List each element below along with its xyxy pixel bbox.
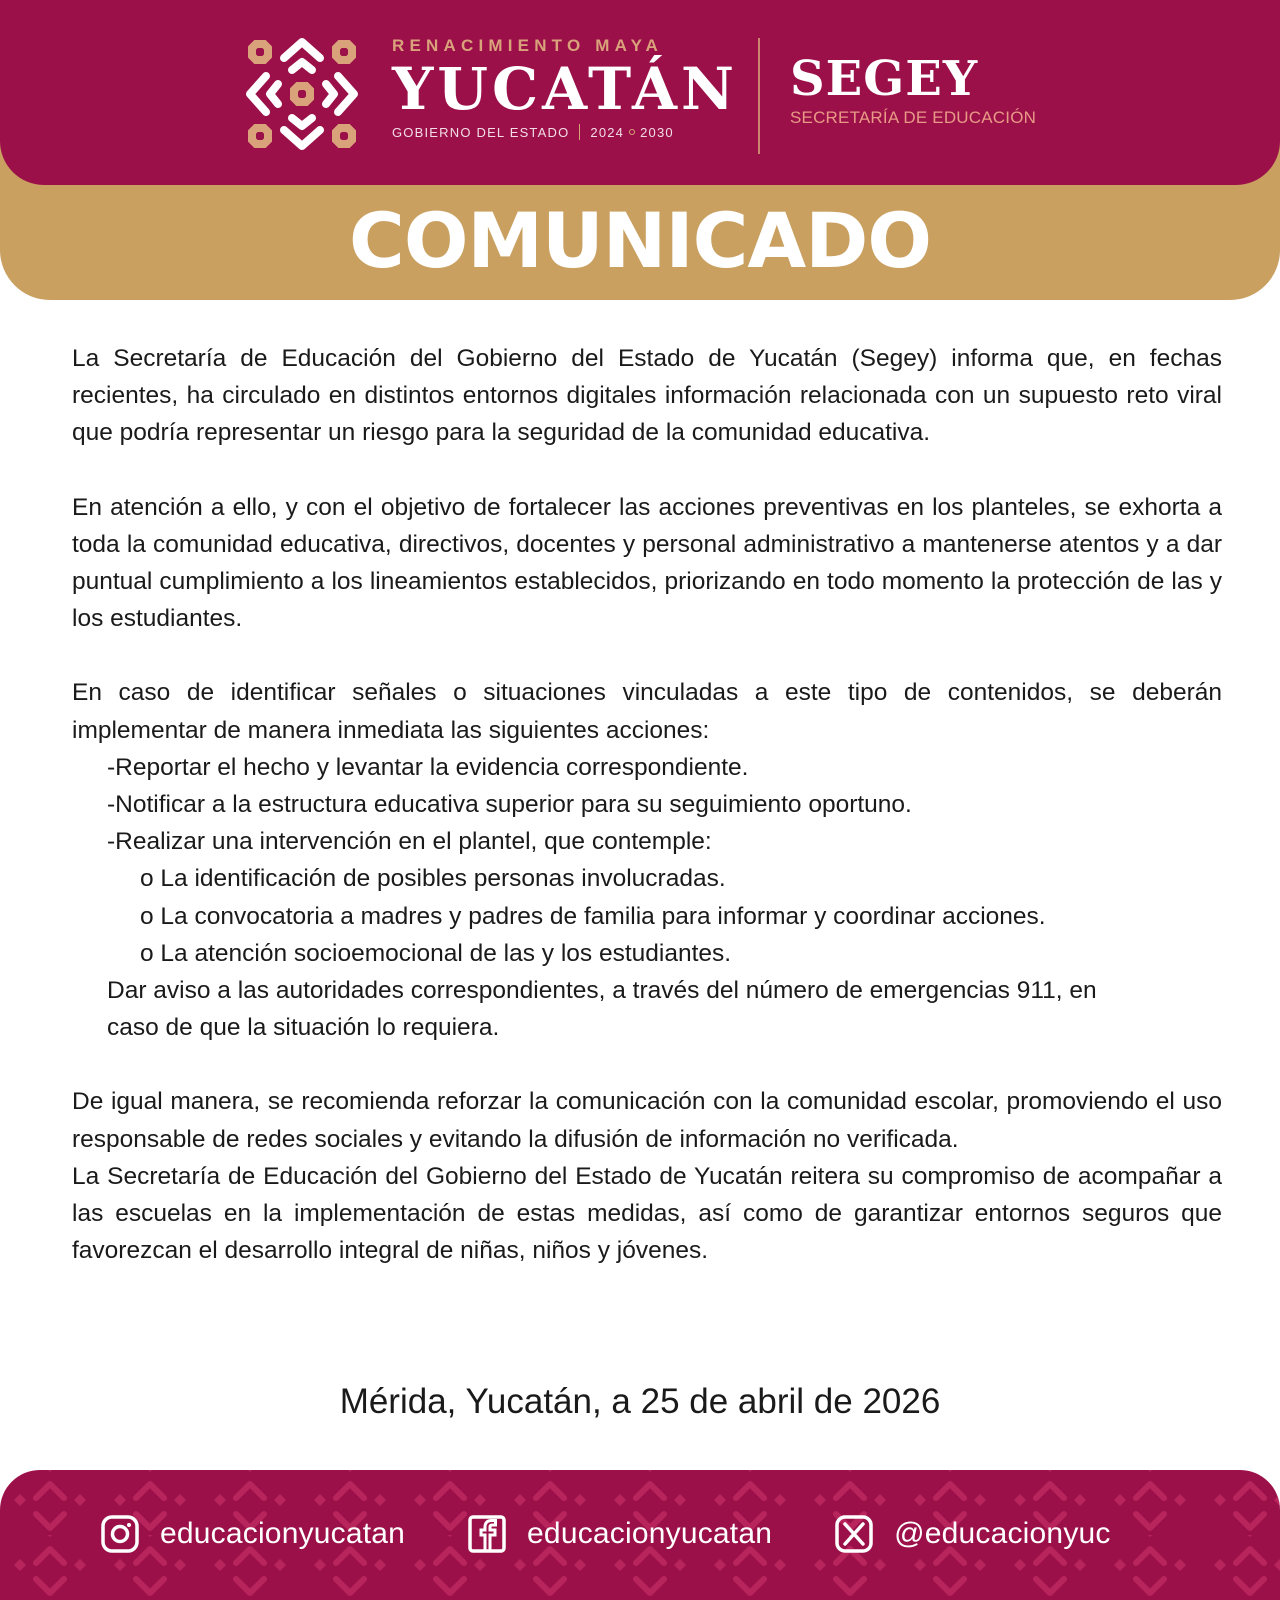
social-x[interactable] <box>834 1514 1111 1554</box>
social-links <box>100 1514 1173 1554</box>
x-handle[interactable]: @educacionyuc <box>894 1517 1111 1550</box>
sub-action-item: o La atención socioemocional de las y los estudiantes. <box>140 939 732 967</box>
spacer <box>72 452 1222 489</box>
brand-tagline: RENACIMIENTO MAYA <box>392 36 664 55</box>
years-end: 2030 <box>640 124 674 140</box>
facebook-handle[interactable]: educacionyucatan <box>527 1517 773 1550</box>
brand-name: YUCATÁN <box>392 55 738 123</box>
action-item: -Notificar a la estructura educativa superior para su seguimiento oportuno. <box>107 791 912 819</box>
agency-name: SEGEY <box>790 51 979 107</box>
social-facebook[interactable] <box>467 1514 772 1554</box>
page-title: COMUNICADO <box>349 196 931 285</box>
footer <box>0 1470 1280 1600</box>
action-item: -Reportar el hecho y levantar la evidencia correspondiente. <box>107 753 749 781</box>
sub-action-item: o La identificación de posibles personas involucradas. <box>140 865 726 893</box>
years-start: 2024 <box>590 124 625 140</box>
x-twitter-icon <box>834 1514 874 1554</box>
paragraph-exhortation: En atención a ello, y con el objetivo de fortalecer las acciones preventivas en los planteles, se exhorta a toda la comunidad educativa, directivos, docentes y personal administrativo a mantenerse atentos y a dar puntual cumplimiento a los lineamientos establecidos, priorizando en todo momento la protección de las y los estudiantes. <box>72 493 1222 633</box>
sub-action-item: o La convocatoria a madres y padres de familia para informar y coordinar acciones. <box>140 902 1046 930</box>
brand-block <box>392 36 738 140</box>
maya-geometric-logo-icon <box>244 36 360 152</box>
header <box>0 0 1280 185</box>
brand-subtitle <box>392 124 732 140</box>
action-item: -Realizar una intervención en el plantel, que contemple: <box>107 828 712 856</box>
instagram-icon <box>100 1514 140 1554</box>
spacer <box>72 1046 1222 1083</box>
agency-block <box>790 52 1036 128</box>
emergency-note: Dar aviso a las autoridades correspondientes, a través del número de emergencias 911, en caso de que la situación lo requiera. <box>107 977 1097 1042</box>
paragraph-commitment: La Secretaría de Educación del Gobierno del Estado de Yucatán reitera su compromiso de acompañar a las escuelas en la implementación de estas medidas, así como de garantizar entornos seguros que favorezcan el desarrollo integral de niñas, niños y jóvenes. <box>72 1162 1222 1265</box>
header-divider <box>758 38 760 154</box>
document-body <box>72 340 1222 1269</box>
social-instagram[interactable] <box>100 1514 405 1554</box>
paragraph-intro: La Secretaría de Educación del Gobierno del Estado de Yucatán (Segey) informa que, en fechas recientes, ha circulado en distintos entornos digitales información relacionada con un supuesto reto viral que podría representar un riesgo para la seguridad de la comunidad educativa. <box>72 345 1222 447</box>
divider <box>579 124 580 140</box>
term-years <box>590 125 673 140</box>
instagram-handle[interactable]: educacionyucatan <box>160 1517 406 1550</box>
dot-icon <box>629 129 635 135</box>
place-date: Mérida, Yucatán, a 25 de abril de 2026 <box>339 1382 941 1421</box>
government-label: GOBIERNO DEL ESTADO <box>392 124 570 140</box>
facebook-icon <box>467 1514 507 1554</box>
agency-subtitle: SECRETARÍA DE EDUCACIÓN <box>790 108 1037 127</box>
paragraph-actions-intro: En caso de identificar señales o situaciones vinculadas a este tipo de contenidos, se deberán implementar de manera inmediata las siguientes acciones: <box>72 679 1222 744</box>
spacer <box>72 637 1222 674</box>
paragraph-recommendation: De igual manera, se recomienda reforzar la comunicación con la comunidad escolar, promoviendo el uso responsable de redes sociales y evitando la difusión de información no verificada. <box>72 1088 1222 1153</box>
